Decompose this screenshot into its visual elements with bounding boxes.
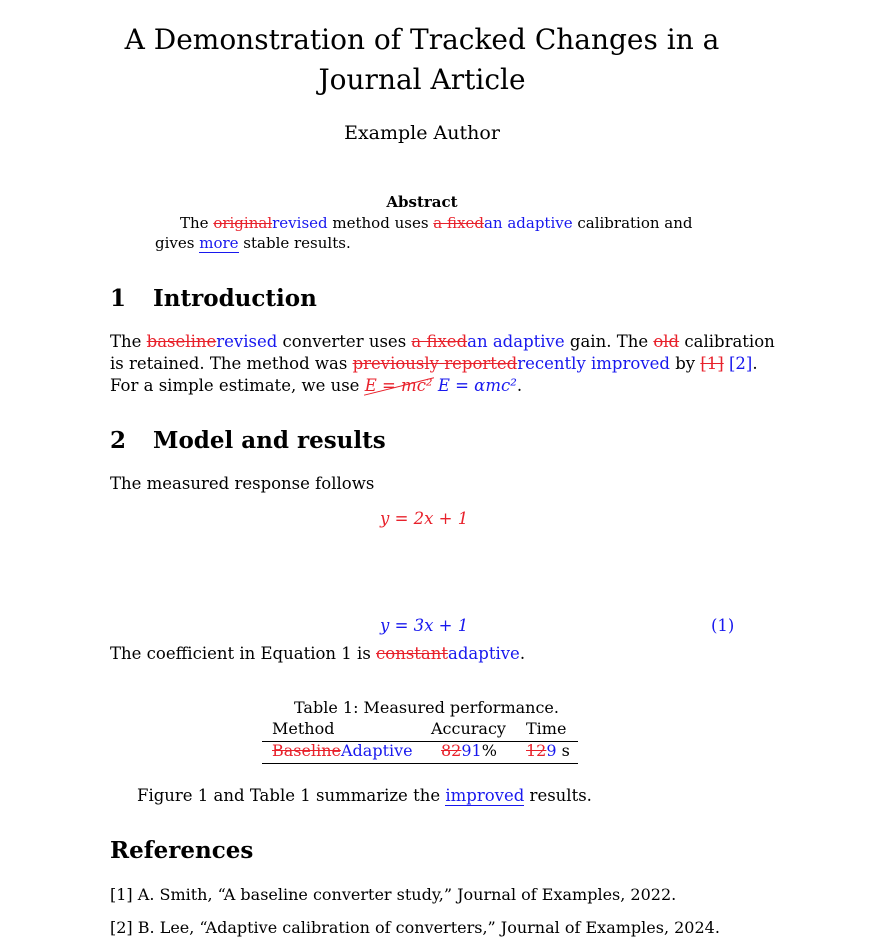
model-intro: The measured response follows xyxy=(110,474,375,493)
reference-item: [1] A. Smith, “A baseline converter study,” Journal of Examples, 2022. xyxy=(110,885,677,904)
table-header-method: Method xyxy=(272,719,335,738)
summary-sentence: Figure 1 and Table 1 summarize the improved results. xyxy=(137,786,592,805)
paper-title-line1: A Demonstration of Tracked Changes in a xyxy=(124,23,720,56)
table-cell-method: BaselineAdaptive xyxy=(272,741,413,760)
insertion: recently improved xyxy=(517,354,670,373)
section-number: 1 xyxy=(110,285,127,312)
intro-line-2: is retained. The method was previously reportedrecently improved by [1] [2]. xyxy=(110,354,758,373)
section-title-introduction: Introduction xyxy=(153,285,317,312)
reference-item: [2] B. Lee, “Adaptive calibration of converters,” Journal of Examples, 2024. xyxy=(110,918,720,937)
deletion: a fixed xyxy=(411,332,468,351)
inserted-citation[interactable]: [2] xyxy=(728,354,753,373)
deleted-citation: [1] xyxy=(700,354,724,373)
section-number: 2 xyxy=(110,427,127,454)
deletion: old xyxy=(653,332,680,351)
insertion: adaptive xyxy=(448,644,520,663)
equation-number: (1) xyxy=(711,616,735,635)
abstract-line-2: gives more stable results. xyxy=(155,234,351,252)
deletion: constant xyxy=(376,644,449,663)
inserted-equation: E = αmc² xyxy=(437,376,517,395)
deletion: baseline xyxy=(146,332,217,351)
deletion: previously reported xyxy=(352,354,518,373)
table-caption: Table 1: Measured performance. xyxy=(294,698,559,717)
paper-title-line2: Journal Article xyxy=(318,63,526,96)
deleted-equation: E = mc² xyxy=(364,376,433,395)
deletion: a fixed xyxy=(433,214,484,232)
deletion: original xyxy=(213,214,273,232)
coefficient-sentence: The coefficient in Equation 1 is constantadaptive. xyxy=(110,644,526,663)
insertion: more xyxy=(199,234,239,252)
intro-line-1: The baselinerevised converter uses a fixedan adaptive gain. The old calibration xyxy=(110,332,775,351)
table-cell-accuracy: 8291% xyxy=(441,741,497,760)
table-header-time: Time xyxy=(526,719,567,738)
author: Example Author xyxy=(344,122,500,144)
insertion: revised xyxy=(272,214,328,232)
references-heading: References xyxy=(110,837,254,864)
insertion: revised xyxy=(216,332,278,351)
table-header-accuracy: Accuracy xyxy=(431,719,506,738)
insertion: an adaptive xyxy=(483,214,573,232)
deleted-equation: y = 2x + 1 xyxy=(380,509,469,528)
intro-line-3: For a simple estimate, we use E = mc² E = αmc². xyxy=(110,376,523,395)
table-rule-bottom xyxy=(262,763,578,764)
abstract-heading: Abstract xyxy=(386,193,458,211)
section-title-model: Model and results xyxy=(153,427,386,454)
table-cell-time: 129 s xyxy=(526,741,570,760)
abstract-line-1: The originalrevised method uses a fixedan adaptive calibration and xyxy=(180,214,693,232)
inserted-equation: y = 3x + 1 xyxy=(380,616,469,635)
insertion: an adaptive xyxy=(467,332,565,351)
insertion: improved xyxy=(445,786,525,805)
